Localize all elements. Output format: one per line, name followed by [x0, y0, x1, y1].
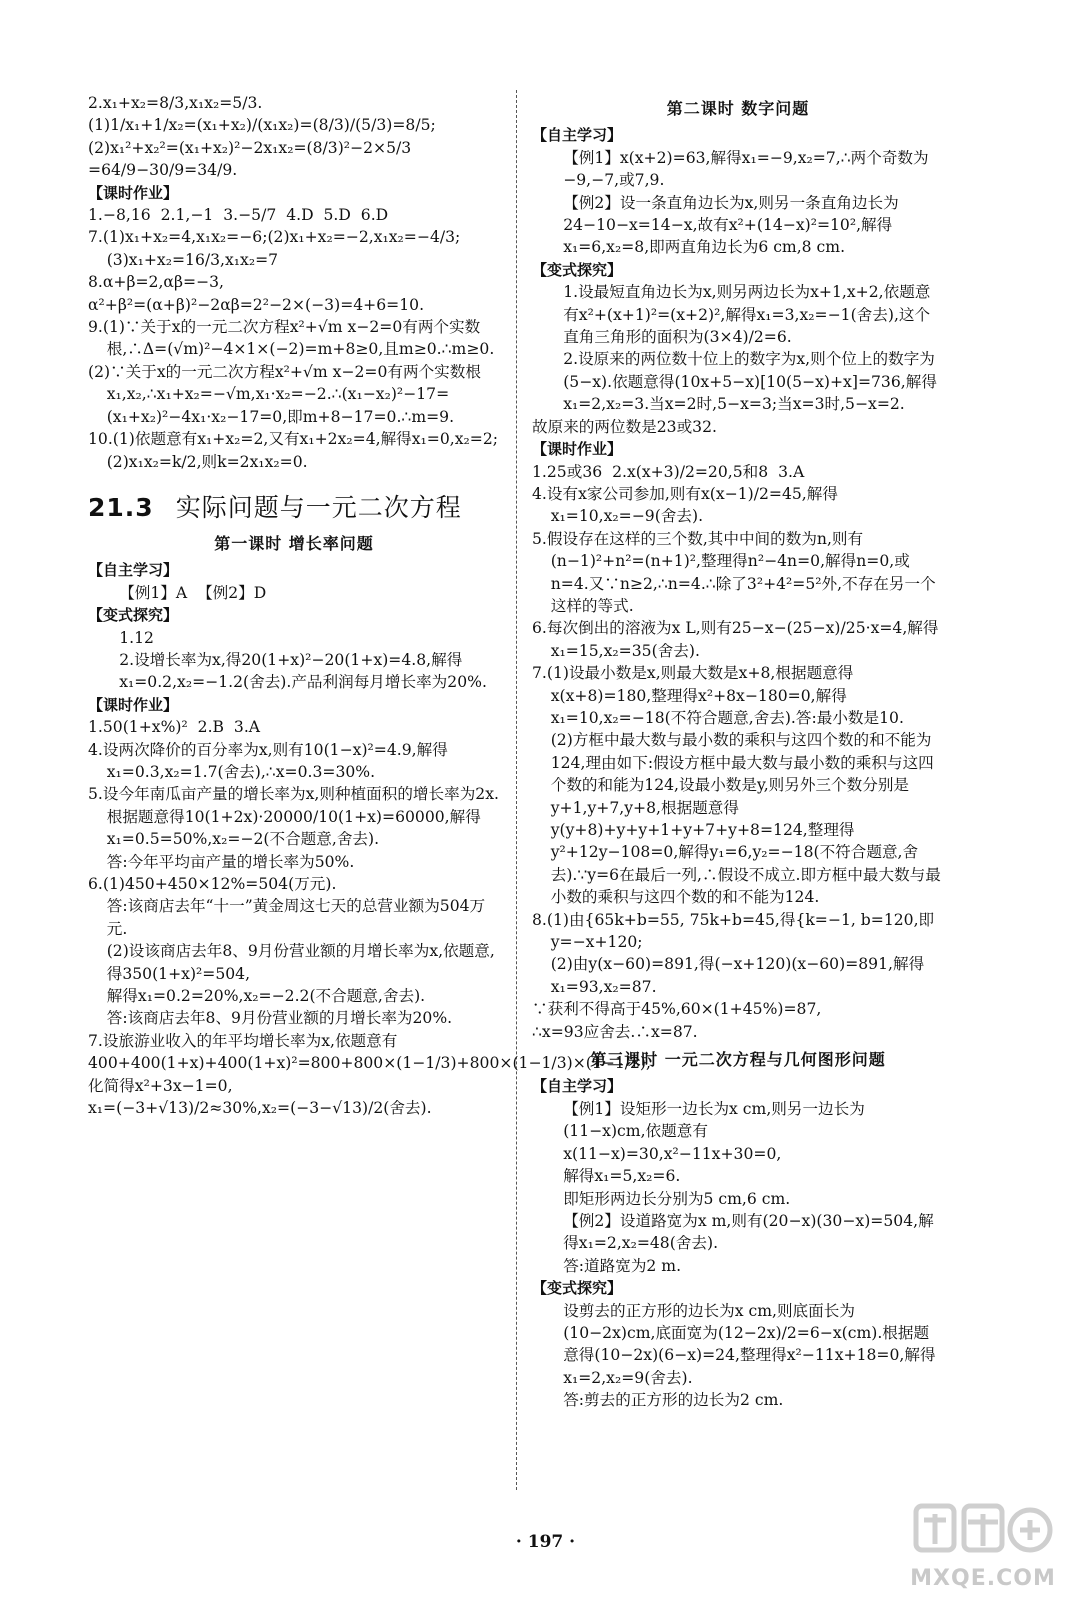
- answer-item: 4.设两次降价的百分率为x,则有10(1−x)²=4.9,解得x₁=0.3,x₂=1.7(舍去),∴x=0.3=30%.: [88, 740, 448, 781]
- section-tag: 【课时作业】: [88, 183, 179, 202]
- answer-paragraph: 【例1】设矩形一边长为x cm,则另一边长为(11−x)cm,依题意有: [563, 1099, 865, 1141]
- answer-paragraph: 1.12: [119, 628, 154, 647]
- answer-paragraph: 答:该商店去年8、9月份营业额的月增长率为20%.: [106, 1009, 453, 1028]
- answer-item: 10.(1)依题意有x₁+x₂=2,又有x₁+2x₂=4,解得x₁=0,x₂=2;(2)x₁x₂=k/2,则k=2x₁x₂=0.: [88, 430, 499, 471]
- section-tag: 【课时作业】: [88, 695, 179, 714]
- answer-paragraph: (2)方框中最大数与最小数的乘积与这四个数的和不能为124,理由如下:假设方框中最大数与最小数的乘积与这四个数的和能为124,设最小数是y,则另外三个数分别是y+1,y+7,y+8,根据题意得y(y+8)+y+y+1+y+7+y+8=124,整理得y²+12y−108=0,解得y₁=6,y₂=−18(不符合题意,舍去).∵y=6在最后一列,∴假设不成立.即方框中最大数与最小数的乘积与这四个数的和不能为124.: [550, 731, 941, 907]
- answer-item: (2)∵关于x的一元二次方程x²+√m x−2=0有两个实数根x₁,x₂,∴x₁+x₂=−√m,x₁·x₂=−2.∴(x₁−x₂)²−17=(x₁+x₂)²−4x₁·x₂−17=0,即m+8−17=0.∴m=9.: [88, 362, 481, 426]
- section-tag: 【自主学习】: [88, 561, 179, 580]
- answer-line: 400+400(1+x)+400(1+x)²=800+800×(1−1/3)+800×(1−1/3)×(1−1/2),: [88, 1054, 651, 1073]
- answer-item: 4.设有x家公司参加,则有x(x−1)/2=45,解得x₁=10,x₂=−9(舍去).: [532, 484, 838, 526]
- answer-line: 1.−8,16 2.1,−1 3.−5/7 4.D 5.D 6.D: [88, 206, 389, 225]
- lesson-title: 第三课时 一元二次方程与几何图形问题: [590, 1050, 886, 1070]
- answer-paragraph: 解得x₁=5,x₂=6.: [563, 1167, 681, 1186]
- column-divider: [516, 90, 517, 1490]
- answer-line: =64/9−30/9=34/9.: [88, 161, 238, 180]
- answer-item: 8.(1)由{65k+b=55, 75k+b=45,得{k=−1, b=120,即y=−x+120;: [532, 910, 935, 952]
- answer-item: 6.每次倒出的溶液为x L,则有25−x−(25−x)/25·x=4,解得x₁=15,x₂=35(舍去).: [532, 619, 939, 660]
- answer-paragraph: 2.设原来的两位数十位上的数字为x,则个位上的数字为(5−x).依题意得(10x+5−x)[10(5−x)+x]=736,解得x₁=2,x₂=3.当x=2时,5−x=3;当x=3时,5−x=2.: [563, 350, 937, 414]
- answer-paragraph: 答:今年平均亩产量的增长率为50%.: [106, 852, 355, 871]
- answer-line: ∵获利不得高于45%,60×(1+45%)=87,: [532, 1000, 822, 1019]
- chapter-number: 21.3: [88, 492, 154, 522]
- section-tag: 【变式探究】: [532, 260, 623, 279]
- answer-line: 2.x₁+x₂=8/3,x₁x₂=5/3.: [88, 94, 263, 112]
- answer-item: 5.设今年南瓜亩产量的增长率为x,则种植面积的增长率为2x.根据题意得10(1+2x)·20000/10(1+x)=60000,解得x₁=0.5=50%,x₂=−2(不合题意,舍去).: [88, 785, 499, 849]
- answer-item: 5.假设存在这样的三个数,其中中间的数为n,则有(n−1)²+n²=(n+1)²,整理得n²−4n=0,解得n=0,或n=4.又∵n≥2,∴n=4.∴除了3²+4²=5²外,不存在另一个这样的等式.: [532, 529, 936, 615]
- answer-paragraph: (2)设该商店去年8、9月份营业额的月增长率为x,依题意,得350(1+x)²=504,: [106, 942, 495, 983]
- lesson-title: 第二课时 数字问题: [666, 99, 810, 118]
- section-tag: 【自主学习】: [532, 1077, 623, 1096]
- answer-line: (1)1/x₁+1/x₂=(x₁+x₂)/(x₁x₂)=(8/3)/(5/3)=8/5;: [88, 116, 436, 135]
- right-column: [532, 92, 944, 1412]
- answer-item: 7.(1)设最小数是x,则最大数是x+8,根据题意得x(x+8)=180,整理得x²+8x−180=0,解得x₁=10,x₂=−18(不符合题意,舍去).答:最小数是10.: [532, 664, 904, 727]
- answer-paragraph: 答:该商店去年“十一”黄金周这七天的总营业额为504万元.: [106, 897, 486, 938]
- answer-line: ∴x=93应舍去.∴x=87.: [532, 1022, 698, 1041]
- answer-paragraph: 设剪去的正方形的边长为x cm,则底面长为(10−2x)cm,底面宽为(12−2x)/2=6−x(cm).根据题意得(10−2x)(6−x)=24,整理得x²−11x+18=0,解得x₁=2,x₂=9(舍去).: [563, 1301, 936, 1387]
- answer-paragraph: 2.设增长率为x,得20(1+x)²−20(1+x)=4.8,解得x₁=0.2,x₂=−1.2(舍去).产品利润每月增长率为20%.: [119, 650, 487, 692]
- answer-line: 1.25或36 2.x(x+3)/2=20,5和8 3.A: [532, 462, 805, 481]
- answer-paragraph: 【例1】A 【例2】D: [119, 583, 267, 602]
- answer-paragraph: 【例2】设道路宽为x m,则有(20−x)(30−x)=504,解得x₁=2,x₂=48(舍去).: [563, 1211, 934, 1253]
- answer-paragraph: x(11−x)=30,x²−11x+30=0,: [563, 1144, 782, 1163]
- answer-paragraph: 答:剪去的正方形的边长为2 cm.: [563, 1391, 784, 1410]
- section-tag: 【变式探究】: [532, 1279, 623, 1298]
- section-tag: 【自主学习】: [532, 126, 623, 145]
- answer-line: 8.α+β=2,αβ=−3,: [88, 273, 224, 292]
- chapter-title: 实际问题与一元二次方程: [175, 492, 462, 522]
- answer-line: 6.(1)450+450×12%=504(万元).: [88, 875, 337, 893]
- lesson-title: 第一课时 增长率问题: [214, 533, 374, 553]
- answer-paragraph: 【例2】设一条直角边长为x,则另一条直角边长为24−10−x=14−x,故有x²+(14−x)²=10²,解得x₁=6,x₂=8,即两直角边长为6 cm,8 cm.: [563, 193, 899, 257]
- answer-line: x₁=(−3+√13)/2≈30%,x₂=(−3−√13)/2(舍去).: [88, 1099, 432, 1118]
- answer-logo-icon: [912, 1500, 1054, 1564]
- answer-paragraph: 答:道路宽为2 m.: [563, 1256, 682, 1275]
- chapter-heading: [88, 491, 500, 525]
- answer-line: (2)x₁²+x₂²=(x₁+x₂)²−2x₁x₂=(8/3)²−2×5/3: [88, 138, 412, 157]
- section-tag: 【课时作业】: [532, 440, 623, 459]
- answer-paragraph: 1.设最短直角边长为x,则另两边长为x+1,x+2,依题意有x²+(x+1)²=(x+2)²,解得x₁=3,x₂=−1(舍去),这个直角三角形的面积为(3×4)/2=6.: [563, 283, 931, 347]
- answer-line: 化简得x²+3x−1=0,: [88, 1076, 233, 1095]
- answer-paragraph: 即矩形两边长分别为5 cm,6 cm.: [563, 1189, 791, 1208]
- answer-line: 1.50(1+x%)² 2.B 3.A: [88, 718, 261, 737]
- answer-line: 7.设旅游业收入的年平均增长率为x,依题意有: [88, 1031, 398, 1050]
- answer-paragraph: 解得x₁=0.2=20%,x₂=−2.2(不合题意,舍去).: [106, 987, 426, 1006]
- answer-line: α²+β²=(α+β)²−2αβ=2²−2×(−3)=4+6=10.: [88, 295, 425, 314]
- answer-line: 故原来的两位数是23或32.: [532, 417, 717, 436]
- watermark: [898, 1500, 1068, 1596]
- page-number: · 197 ·: [515, 1532, 576, 1552]
- answer-item: 7.(1)x₁+x₂=4,x₁x₂=−6;(2)x₁+x₂=−2,x₁x₂=−4/3;(3)x₁+x₂=16/3,x₁x₂=7: [88, 228, 461, 269]
- answer-item: 9.(1)∵关于x的一元二次方程x²+√m x−2=0有两个实数根,∴Δ=(√m)²−4×1×(−2)=m+8≥0,且m≥0.∴m≥0.: [88, 318, 495, 359]
- answer-paragraph: 【例1】x(x+2)=63,解得x₁=−9,x₂=7,∴两个奇数为−9,−7,或7,9.: [563, 148, 929, 190]
- section-tag: 【变式探究】: [88, 606, 179, 625]
- answer-paragraph: (2)由y(x−60)=891,得(−x+120)(x−60)=891,解得x₁=93,x₂=87.: [550, 955, 925, 996]
- watermark-text: MXQE.COM: [910, 1566, 1056, 1591]
